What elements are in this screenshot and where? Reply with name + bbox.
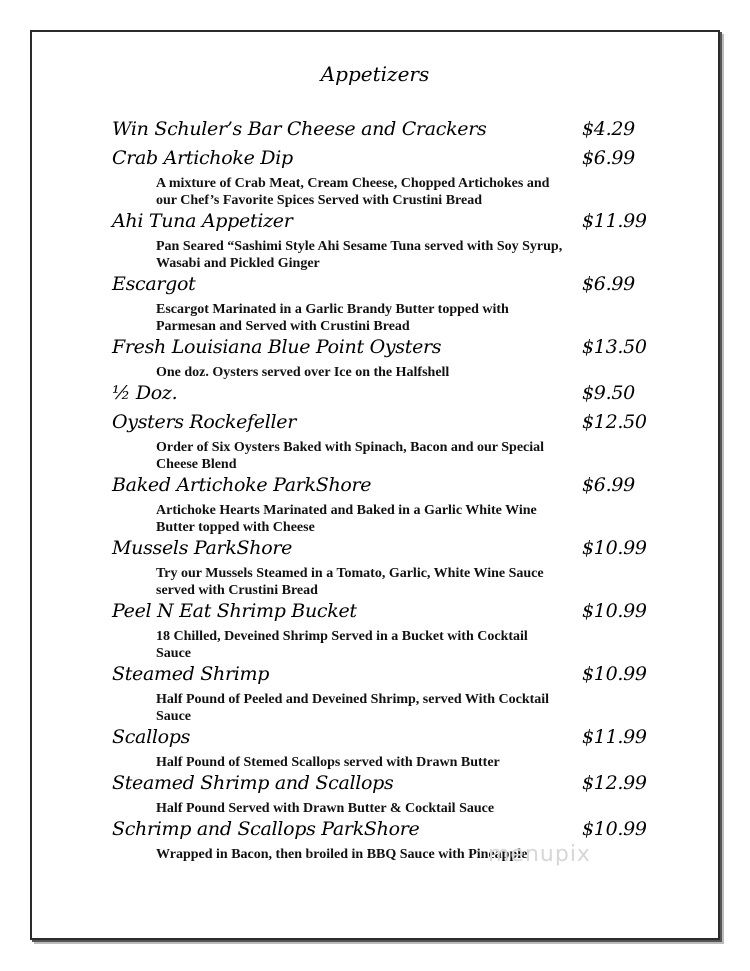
menu-item	[112, 273, 642, 335]
item-description: Half Pound of Peeled and Deveined Shrimp, served With Cocktail Sauce	[156, 692, 550, 724]
menu-item	[112, 210, 647, 272]
item-description: Escargot Marinated in a Garlic Brandy Butter topped with Parmesan and Served with Crustini Bread	[156, 302, 509, 334]
item-price: $10.99	[582, 600, 647, 622]
menu-item	[112, 663, 647, 725]
item-description: 18 Chilled, Deveined Shrimp Served in a Bucket with Cocktail Sauce	[156, 629, 528, 661]
item-name: Steamed Shrimp	[112, 663, 270, 685]
item-price: $12.99	[582, 772, 647, 794]
item-name: Oysters Rockefeller	[112, 411, 297, 433]
item-name: Win Schuler’s Bar Cheese and Crackers	[112, 118, 487, 140]
item-name: Mussels ParkShore	[112, 537, 293, 559]
item-description: One doz. Oysters served over Ice on the Halfshell	[156, 365, 450, 380]
menu-item	[112, 726, 647, 771]
menu-item	[112, 411, 647, 473]
item-price: $6.99	[582, 474, 635, 496]
watermark-logo: menupix	[488, 842, 591, 867]
menu-item	[112, 772, 647, 817]
item-name: Peel N Eat Shrimp Bucket	[112, 600, 357, 622]
menu-items	[112, 118, 647, 864]
item-name: ½ Doz.	[112, 382, 178, 404]
item-description: Try our Mussels Steamed in a Tomato, Garlic, White Wine Sauce served with Crustini Bread	[156, 566, 544, 598]
item-name: Steamed Shrimp and Scallops	[112, 772, 394, 794]
item-name: Scallops	[112, 726, 191, 748]
item-description: Pan Seared “Sashimi Style Ahi Sesame Tuna served with Soy Syrup, Wasabi and Pickled Ginger	[156, 239, 563, 271]
item-name: Fresh Louisiana Blue Point Oysters	[112, 336, 442, 358]
item-price: $10.99	[582, 537, 647, 559]
item-price: $11.99	[582, 210, 647, 232]
item-price: $13.50	[582, 336, 647, 358]
item-description: Wrapped in Bacon, then broiled in BBQ Sauce with Pineapple	[156, 847, 528, 862]
menu-item	[112, 147, 642, 209]
item-name: Ahi Tuna Appetizer	[112, 210, 293, 232]
menu-item	[112, 537, 647, 599]
item-description: A mixture of Crab Meat, Cream Cheese, Chopped Artichokes and our Chef’s Favorite Spices Served with Crustini Bread	[156, 176, 550, 208]
menu-item	[112, 474, 642, 536]
menu-item	[112, 118, 642, 146]
menu-page	[30, 30, 720, 940]
item-price: $9.50	[582, 382, 635, 404]
menu-title: Appetizers	[320, 62, 430, 86]
item-name: Schrimp and Scallops ParkShore	[112, 818, 420, 840]
item-description: Half Pound of Stemed Scallops served with Drawn Butter	[156, 755, 500, 770]
item-price: $4.29	[582, 118, 635, 140]
item-price: $10.99	[582, 818, 647, 840]
item-price: $6.99	[582, 147, 635, 169]
item-price: $11.99	[582, 726, 647, 748]
item-description: Half Pound Served with Drawn Butter & Cocktail Sauce	[156, 801, 495, 816]
item-name: Baked Artichoke ParkShore	[112, 474, 372, 496]
item-price: $12.50	[582, 411, 647, 433]
item-description: Order of Six Oysters Baked with Spinach, Bacon and our Special Cheese Blend	[156, 440, 545, 472]
menu-item	[112, 336, 647, 381]
item-price: $6.99	[582, 273, 635, 295]
menu-item	[112, 382, 642, 410]
item-name: Crab Artichoke Dip	[112, 147, 293, 169]
item-name: Escargot	[112, 273, 196, 295]
item-description: Artichoke Hearts Marinated and Baked in a Garlic White Wine Butter topped with Cheese	[156, 503, 537, 535]
menu-item	[112, 600, 647, 662]
item-price: $10.99	[582, 663, 647, 685]
